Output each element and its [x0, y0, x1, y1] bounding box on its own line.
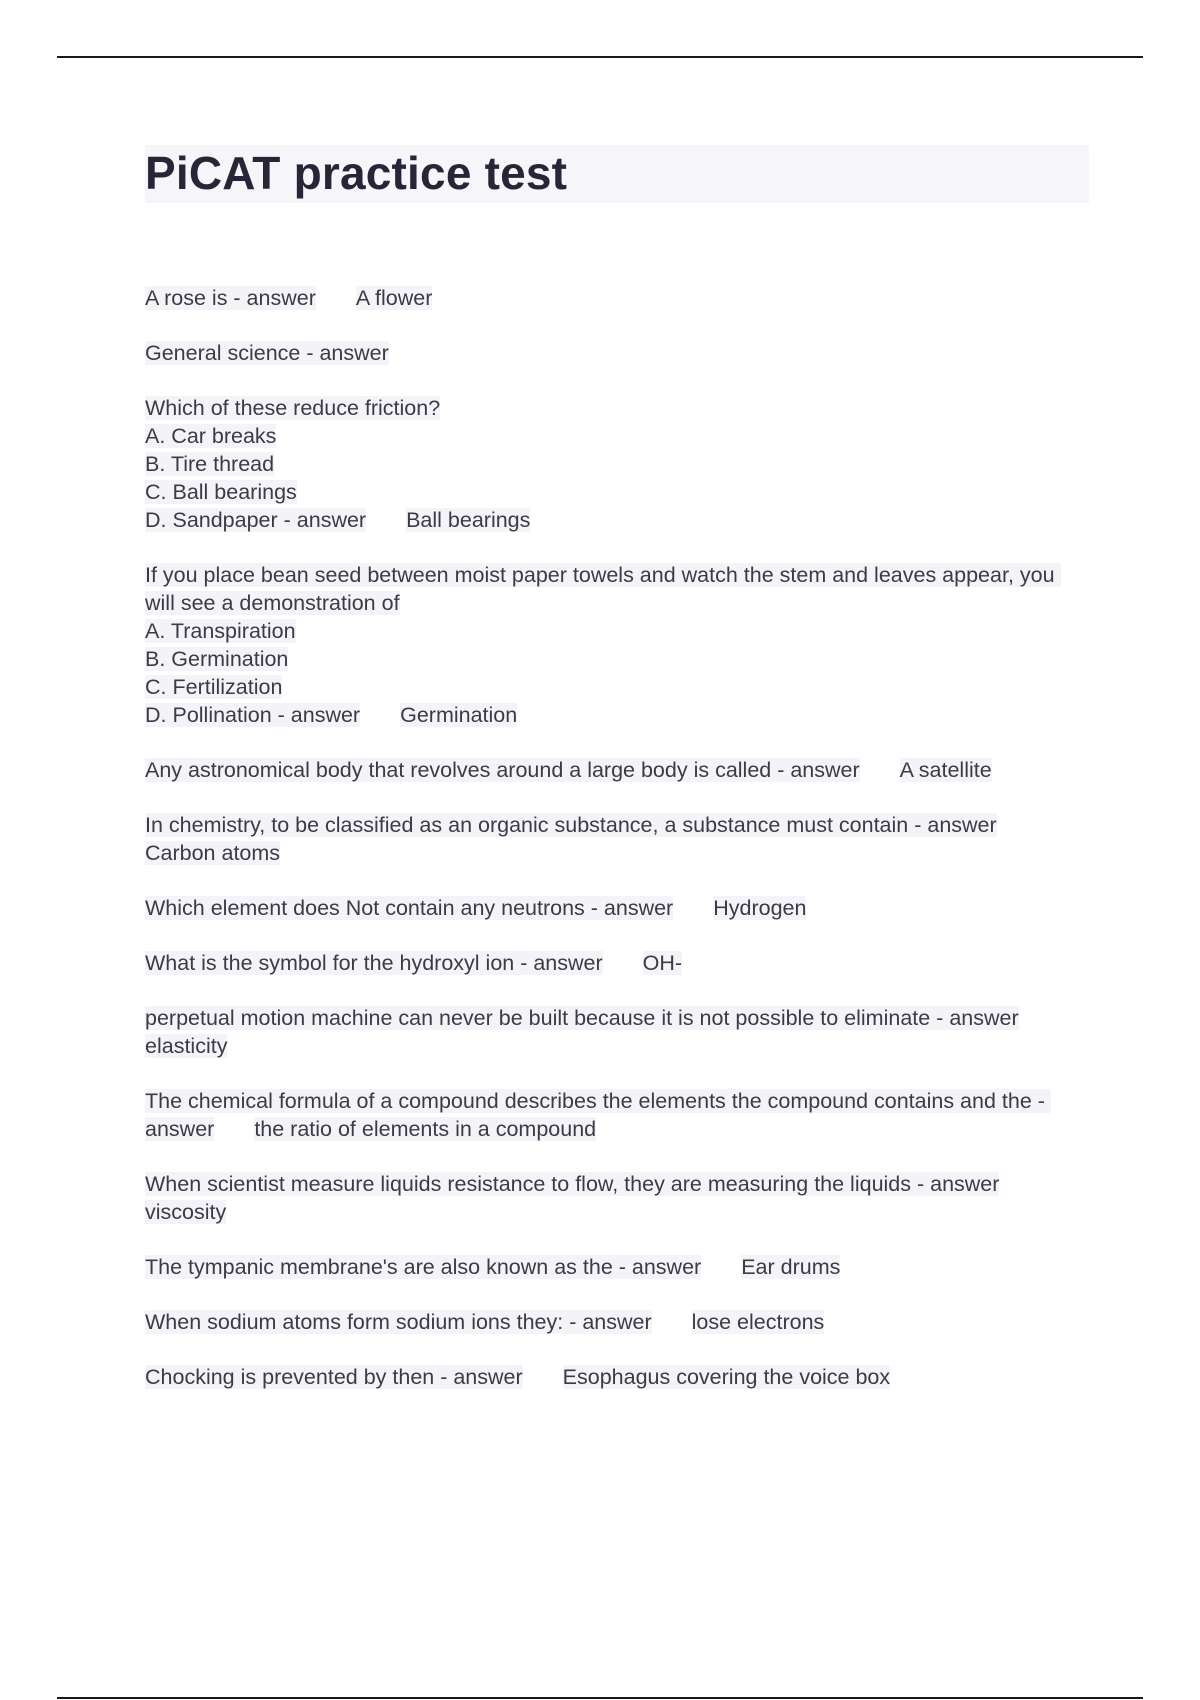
answer-text: lose electrons [691, 1310, 825, 1334]
question-line: C. Ball bearings [145, 480, 297, 504]
question-text [145, 1170, 1075, 1226]
question-line: Chocking is prevented by then - answer [145, 1365, 523, 1389]
qa-item [145, 949, 1075, 977]
qa-item [145, 811, 1075, 867]
answer-text: Germination [400, 703, 518, 727]
question-line: perpetual motion machine can never be built because it is not possible to eliminate - answer [145, 1006, 1019, 1030]
answer-text: Ball bearings [406, 508, 531, 532]
question-text [145, 1308, 1075, 1336]
question-text [145, 756, 1075, 784]
answer-text: OH- [642, 951, 683, 975]
question-text [145, 894, 1075, 922]
qa-item [145, 894, 1075, 922]
question-option [145, 422, 1075, 450]
question-line: B. Tire thread [145, 452, 275, 476]
qa-item [145, 1170, 1075, 1226]
qa-item [145, 1363, 1075, 1391]
header-rule [57, 56, 1143, 58]
question-text [145, 394, 1075, 422]
answer-text: Carbon atoms [145, 841, 281, 865]
qa-item [145, 394, 1075, 534]
question-option [145, 478, 1075, 506]
question-line: C. Fertilization [145, 675, 283, 699]
question-option [145, 645, 1075, 673]
qa-list [145, 284, 1075, 1418]
question-text [145, 1004, 1075, 1060]
qa-item [145, 756, 1075, 784]
qa-item [145, 1087, 1075, 1143]
question-line: A. Car breaks [145, 424, 277, 448]
question-line: D. Sandpaper - answer [145, 508, 367, 532]
answer-text: A flower [355, 286, 433, 310]
answer-text: Ear drums [741, 1255, 841, 1279]
answer-text: the ratio of elements in a compound [254, 1117, 597, 1141]
question-text [145, 339, 1075, 367]
question-line: The tympanic membrane's are also known as the - answer [145, 1255, 702, 1279]
answer-text: elasticity [145, 1034, 228, 1058]
qa-item [145, 1004, 1075, 1060]
answer-text: Esophagus covering the voice box [562, 1365, 891, 1389]
question-line: Which of these reduce friction? [145, 396, 441, 420]
question-line: What is the symbol for the hydroxyl ion - answer [145, 951, 603, 975]
page-title: PiCAT practice test [145, 147, 568, 199]
qa-item [145, 284, 1075, 312]
answer-text: A satellite [899, 758, 992, 782]
answer-text: viscosity [145, 1200, 227, 1224]
question-line: General science - answer [145, 341, 389, 365]
question-text [145, 949, 1075, 977]
question-option [145, 701, 1075, 729]
qa-item [145, 1253, 1075, 1281]
qa-item [145, 1308, 1075, 1336]
question-line: D. Pollination - answer [145, 703, 361, 727]
question-text [145, 811, 1075, 867]
question-line: The chemical formula of a compound describes the elements the compound contains and the - answer [145, 1089, 1051, 1141]
question-option [145, 617, 1075, 645]
question-line: Any astronomical body that revolves around a large body is called - answer [145, 758, 860, 782]
question-text [145, 1087, 1075, 1143]
question-line: B. Germination [145, 647, 289, 671]
question-line: A rose is - answer [145, 286, 316, 310]
question-option [145, 506, 1075, 534]
question-line: When scientist measure liquids resistance to flow, they are measuring the liquids - answer [145, 1172, 1000, 1196]
question-line: If you place bean seed between moist paper towels and watch the stem and leaves appear, you will see a demonstration of [145, 563, 1061, 615]
question-line: In chemistry, to be classified as an organic substance, a substance must contain - answer [145, 813, 997, 837]
question-line: A. Transpiration [145, 619, 296, 643]
footer-rule [57, 1697, 1143, 1699]
question-line: When sodium atoms form sodium ions they: - answer [145, 1310, 652, 1334]
qa-item [145, 561, 1075, 729]
question-option [145, 450, 1075, 478]
answer-text: Hydrogen [713, 896, 807, 920]
question-text [145, 1253, 1075, 1281]
question-line: Which element does Not contain any neutrons - answer [145, 896, 674, 920]
question-option [145, 673, 1075, 701]
question-text [145, 284, 1075, 312]
qa-item [145, 339, 1075, 367]
question-text [145, 561, 1075, 617]
question-text [145, 1363, 1075, 1391]
